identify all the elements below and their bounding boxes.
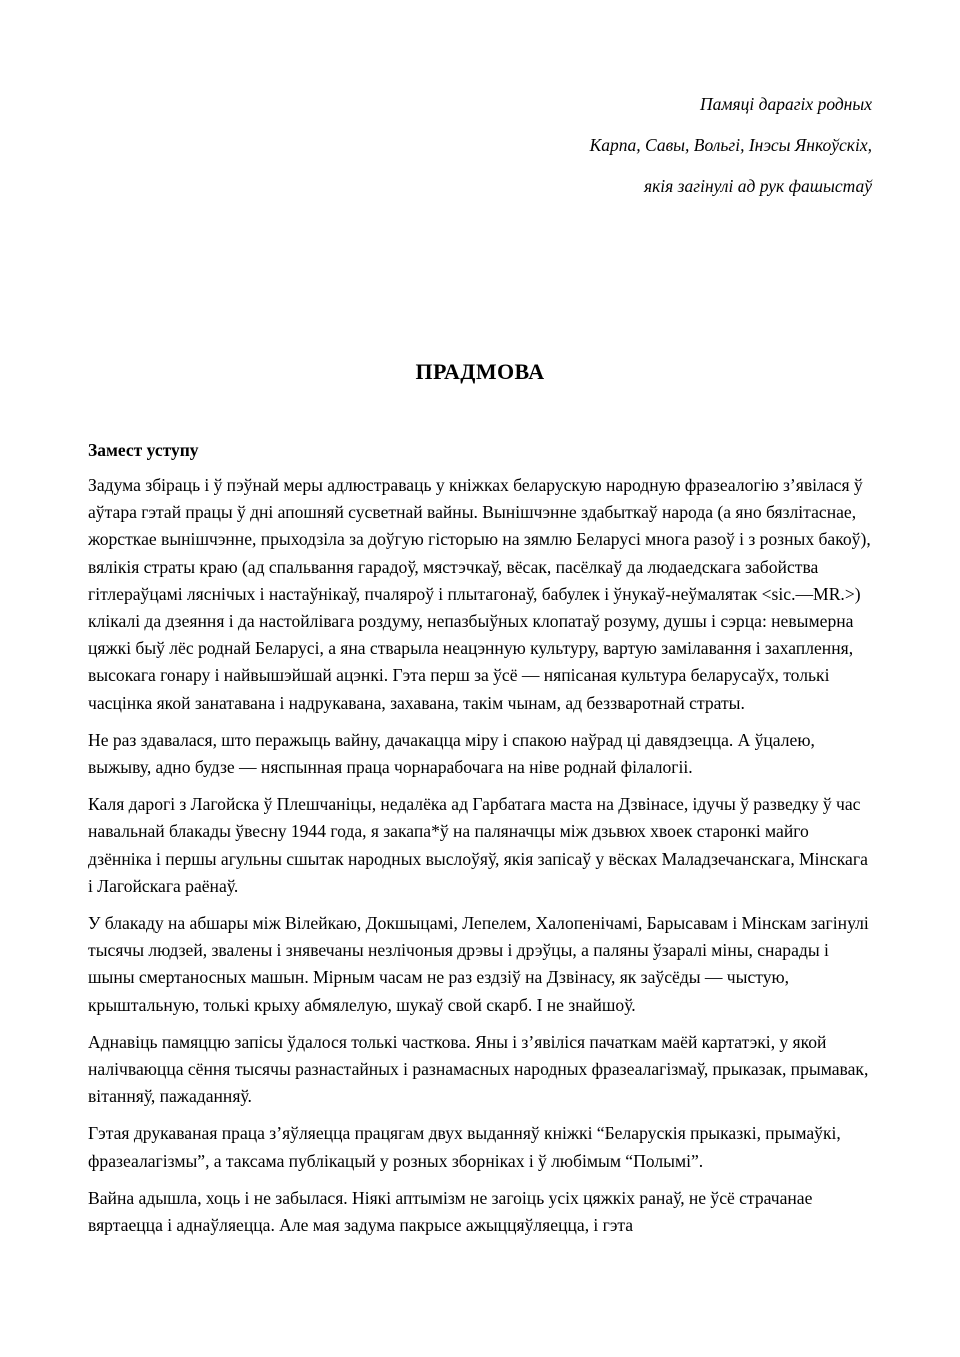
paragraph-4: У блакаду на абшары між Вілейкаю, Докшыцамі, Лепелем, Халопенічамі, Барысавам і Мінскам загінулі тысячы людзей, звалены і знявечаны незлічоныя дрэвы і дрэўцы, а паляны ўзаралі міны, снарады і шыны смертаносных машын. Мірным часам не раз ездзіў на Дзвінасу, як заўсёды — чыстую, крыштальную, толькі крыху абмялелую, шукаў свой скарб. І не знайшоў.	[88, 913, 874, 1015]
paragraph-7: Вайна адышла, хоць і не забылася. Ніякі аптымізм не загоіць усіх цяжкіх ранаў, не ўсё страчанае вяртаецца і аднаўляецца. Але мая задума пакрысе ажыццяўляецца, і гэта	[88, 1187, 817, 1236]
dedication-line-1: Памяці дарагіх родных	[699, 94, 872, 114]
page-title: ПРАДМОВА	[415, 359, 545, 384]
dedication-block	[88, 0, 872, 207]
paragraph-2: Не раз здавалася, што перажыць вайну, дачакацца міру і спакою наўрад ці давядзецца. А ўцалею, выжыву, адно будзе — няспынная праца чорнарабочага на ніве роднай філалогіі.	[88, 729, 820, 778]
paragraph-1: Задума збіраць і ў пэўнай меры адлюстраваць у кніжках беларускую народную фразеалогію з’явілася ў аўтара гэтай працы ў дні апошняй сусветнай вайны. Вынішчэнне здабыткаў народа (а яно бязлітаснае, жорсткае вынішчэнне, прыходзіла за доўгую гісторыю на зямлю Беларусі многа разоў і з розных бакоў), вялікія страты краю (ад спальвання гарадоў, мястэчкаў, вёсак, пасёлкаў да людаедскага забойства гітлераўцамі ляснічых і настаўнікаў, пчаляроў і плытагонаў, бабулек і ўнукаў-неўмалятак <sic.—MR.>) клікалі да дзеяння і да настойлівага роздуму, непазбыўных клопатаў розуму, душы і сэрца: невымерна цяжкі быў лёс роднай Беларусі, а яна стварыла неацэнную культуру, вартую замілавання і захаплення, высокага гонару і найвышэйшай ацэнкі. Гэта перш за ўсё — няпісаная культура беларусаўх, толькі часцінка якой занатавана і надрукавана, захавана, такім чынам, ад беззваротнай страты.	[88, 475, 876, 713]
dedication-line-3: якія загінулі ад рук фашыстаў	[643, 176, 872, 196]
paragraph-5: Аднавіць памяццю запісы ўдалося толькі часткова. Яны і з’явіліся пачаткам маёй картатэкі, у якой налічваюцца сёння тысячы разнастайных і разнамасных народных фразеалагізмаў, прыказак, прымавак, вітанняў, пажаданняў.	[88, 1031, 873, 1107]
paragraph-6: Гэтая друкаваная праца з’яўляецца працягам двух выданняў кніжкі “Беларускія прыказкі, прымаўкі, фразеалагізмы”, а таксама публікацый у розных зборніках і ў любімым “Полымі”.	[88, 1123, 846, 1171]
paragraph-3: Каля дарогі з Лагойска ў Плешчаніцы, недалёка ад Гарбатага маста на Дзвінасе, ідучы ў разведку ў час навальнай блакады ўвесну 1944 года, я закапа*ў на паляначцы між дзьвюх хвоек старонкі майго дзённіка і першы агульны сшытак народных выслоўяў, якія запісаў у вёсках Маладзечанскага, Мінскага і Лагойскага раёнаў.	[88, 794, 873, 896]
page-content	[88, 0, 876, 1239]
dedication-line-2: Карпа, Савы, Вольгі, Інэсы Янкоўскіх,	[589, 135, 872, 155]
section-subheading: Замест уступу	[88, 440, 199, 460]
body-copy	[88, 385, 876, 1239]
